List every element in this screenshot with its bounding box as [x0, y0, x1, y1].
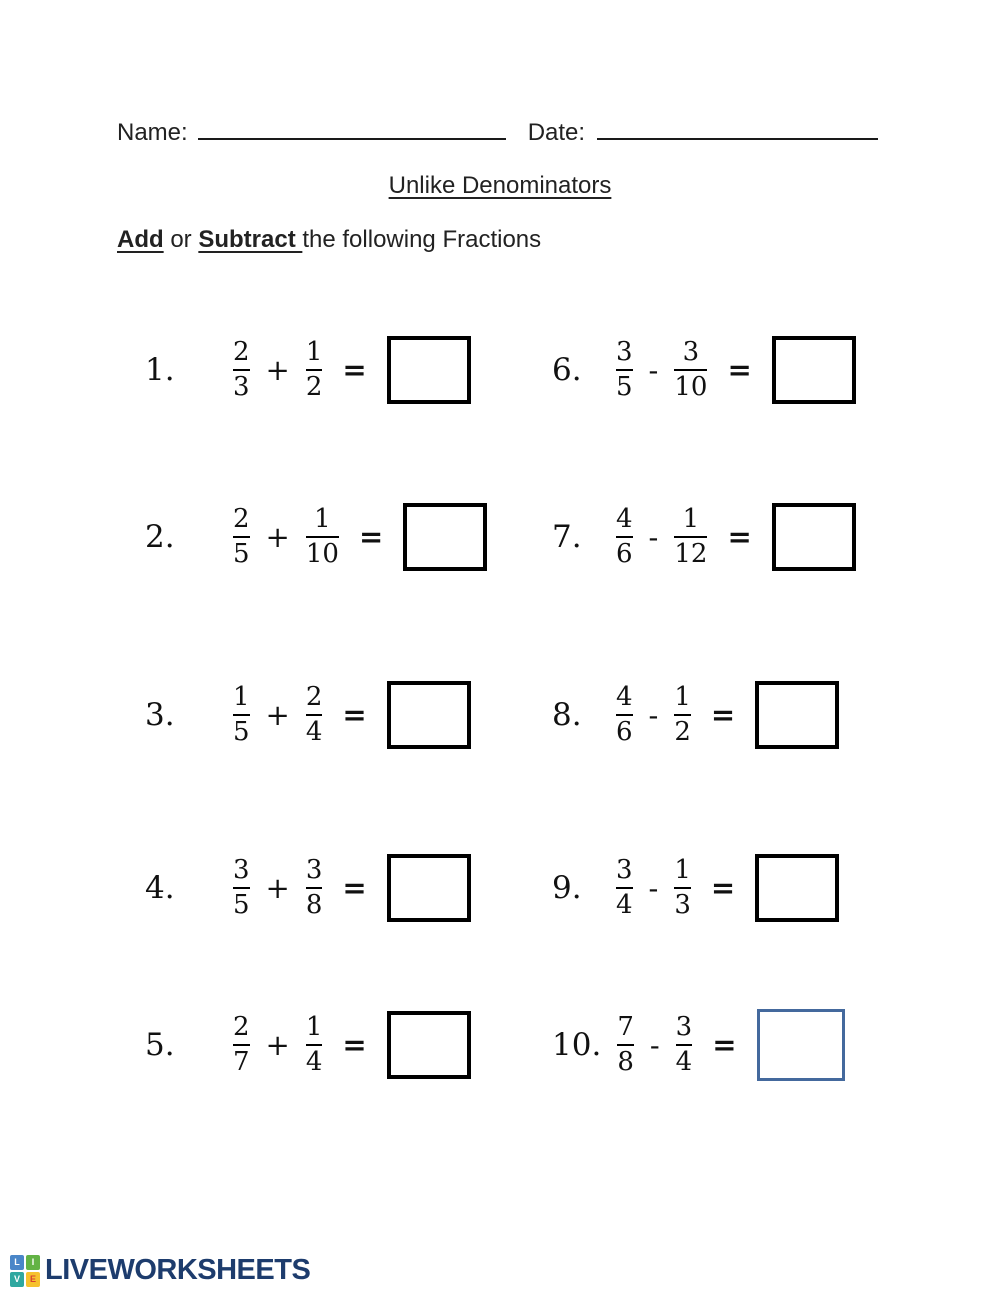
problem-2	[145, 501, 487, 573]
instruction-add: Add	[117, 226, 164, 253]
operator: -	[649, 1028, 660, 1062]
fraction-second	[674, 856, 691, 920]
fraction-bar	[616, 887, 633, 889]
numerator: 1	[305, 336, 323, 367]
fraction-first	[616, 856, 633, 920]
liveworksheets-logo-icon	[10, 1255, 40, 1287]
worksheet-title: Unlike Denominators	[388, 172, 612, 199]
problem-10	[552, 1009, 845, 1081]
denominator: 2	[305, 372, 323, 402]
answer-input-box[interactable]	[387, 1011, 471, 1079]
problem-8	[552, 679, 839, 751]
problem-number: 10.	[552, 1027, 602, 1063]
equals-sign: =	[712, 1028, 737, 1062]
fraction-bar	[616, 369, 633, 371]
operator: +	[265, 520, 290, 554]
logo-tile-e: E	[26, 1272, 40, 1287]
denominator: 6	[616, 717, 633, 747]
denominator: 3	[674, 890, 691, 920]
equals-sign: =	[342, 698, 367, 732]
fraction-bar	[306, 536, 339, 538]
logo-tile-v: V	[10, 1272, 24, 1287]
fraction-bar	[306, 369, 323, 371]
date-label: Date:	[527, 119, 586, 146]
operator: -	[648, 698, 659, 732]
equals-sign: =	[342, 871, 367, 905]
denominator: 10	[674, 372, 708, 402]
denominator: 2	[674, 717, 691, 747]
fraction-bar	[616, 536, 633, 538]
fraction-bar	[617, 1044, 634, 1046]
problem-number: 9.	[552, 870, 582, 906]
problem-number: 3.	[145, 697, 175, 733]
fraction-bar	[306, 887, 323, 889]
problem-number: 2.	[145, 519, 175, 555]
answer-input-box-focused[interactable]	[757, 1009, 845, 1081]
denominator: 6	[616, 539, 633, 569]
fraction-bar	[233, 369, 250, 371]
problem-number: 7.	[552, 519, 582, 555]
problem-number: 4.	[145, 870, 175, 906]
numerator: 1	[682, 503, 700, 534]
problem-3	[145, 679, 471, 751]
problem-9	[552, 852, 839, 924]
fraction-bar	[233, 1044, 250, 1046]
fraction-second	[674, 683, 691, 747]
instruction-rest: the following Fractions	[302, 226, 542, 253]
answer-input-box[interactable]	[755, 681, 839, 749]
fraction-bar	[233, 536, 250, 538]
equals-sign: =	[342, 353, 367, 387]
numerator: 3	[616, 854, 633, 885]
fraction-second	[676, 1013, 693, 1077]
numerator: 7	[617, 1011, 634, 1042]
denominator: 8	[617, 1047, 634, 1077]
fraction-bar	[233, 887, 250, 889]
numerator: 2	[305, 681, 323, 712]
denominator: 3	[233, 372, 250, 402]
problem-5	[145, 1009, 471, 1081]
fraction-first	[233, 856, 250, 920]
denominator: 4	[616, 890, 633, 920]
fraction-second	[306, 1013, 323, 1077]
fraction-second	[306, 505, 339, 569]
fraction-first	[617, 1013, 634, 1077]
denominator: 5	[233, 717, 250, 747]
instruction-line	[117, 226, 541, 254]
denominator: 12	[674, 539, 708, 569]
answer-input-box[interactable]	[387, 336, 471, 404]
numerator: 3	[675, 1011, 693, 1042]
denominator: 4	[305, 1047, 323, 1077]
answer-input-box[interactable]	[755, 854, 839, 922]
fraction-first	[616, 683, 633, 747]
liveworksheets-footer	[10, 1254, 310, 1287]
instruction-subtract: Subtract	[198, 226, 303, 253]
fraction-bar	[676, 1044, 693, 1046]
equals-sign: =	[727, 353, 752, 387]
denominator: 7	[233, 1047, 250, 1077]
operator: -	[648, 871, 659, 905]
fraction-first	[233, 338, 250, 402]
fraction-bar	[674, 714, 691, 716]
numerator: 2	[233, 1011, 250, 1042]
fraction-bar	[674, 887, 691, 889]
liveworksheets-wordmark: LIVEWORKSHEETS	[45, 1254, 311, 1286]
fraction-first	[616, 505, 633, 569]
fraction-second	[306, 338, 323, 402]
fraction-bar	[674, 369, 707, 371]
fraction-first	[616, 338, 633, 402]
answer-input-box[interactable]	[403, 503, 487, 571]
equals-sign: =	[710, 698, 736, 732]
name-date-row	[117, 118, 878, 147]
operator: -	[648, 353, 659, 387]
numerator: 3	[682, 336, 700, 367]
numerator: 1	[314, 503, 331, 534]
denominator: 4	[675, 1047, 693, 1077]
operator: +	[265, 1028, 290, 1062]
problem-number: 5.	[145, 1027, 175, 1063]
logo-tile-i: I	[26, 1255, 40, 1270]
problem-7	[552, 501, 856, 573]
logo-tile-l: L	[10, 1255, 24, 1270]
fraction-second	[674, 338, 707, 402]
numerator: 2	[233, 336, 250, 367]
denominator: 8	[305, 890, 323, 920]
operator: +	[265, 698, 290, 732]
numerator: 1	[233, 681, 250, 712]
answer-input-box[interactable]	[772, 503, 856, 571]
fraction-bar	[233, 714, 250, 716]
operator: -	[648, 520, 659, 554]
problem-number: 8.	[552, 697, 582, 733]
fraction-second	[306, 856, 323, 920]
equals-sign: =	[710, 871, 736, 905]
fraction-bar	[306, 1044, 323, 1046]
answer-input-box[interactable]	[387, 681, 471, 749]
instruction-or: or	[163, 226, 199, 253]
fraction-bar	[306, 714, 323, 716]
denominator: 5	[233, 539, 250, 569]
problem-number: 6.	[552, 352, 582, 388]
operator: +	[265, 871, 290, 905]
fraction-second	[306, 683, 323, 747]
numerator: 3	[305, 854, 323, 885]
name-blank-line	[198, 118, 506, 140]
numerator: 4	[616, 503, 633, 534]
denominator: 5	[233, 890, 250, 920]
problem-number: 1.	[145, 352, 175, 388]
date-blank-line	[597, 118, 878, 140]
equals-sign: =	[358, 520, 384, 554]
equals-sign: =	[727, 520, 752, 554]
denominator: 10	[305, 539, 339, 569]
numerator: 1	[674, 854, 691, 885]
answer-input-box[interactable]	[387, 854, 471, 922]
fraction-second	[674, 505, 707, 569]
fraction-first	[233, 505, 250, 569]
numerator: 1	[305, 1011, 323, 1042]
fraction-first	[233, 683, 250, 747]
denominator: 5	[616, 372, 633, 402]
denominator: 4	[305, 717, 323, 747]
numerator: 2	[233, 503, 250, 534]
problem-4	[145, 852, 471, 924]
numerator: 3	[616, 336, 633, 367]
operator: +	[265, 353, 290, 387]
numerator: 1	[674, 681, 691, 712]
equals-sign: =	[342, 1028, 367, 1062]
numerator: 3	[233, 854, 250, 885]
problem-1	[145, 334, 471, 406]
fraction-bar	[616, 714, 633, 716]
fraction-first	[233, 1013, 250, 1077]
numerator: 4	[616, 681, 633, 712]
answer-input-box[interactable]	[772, 336, 856, 404]
problem-6	[552, 334, 856, 406]
name-label: Name:	[117, 119, 188, 146]
fraction-bar	[674, 536, 707, 538]
